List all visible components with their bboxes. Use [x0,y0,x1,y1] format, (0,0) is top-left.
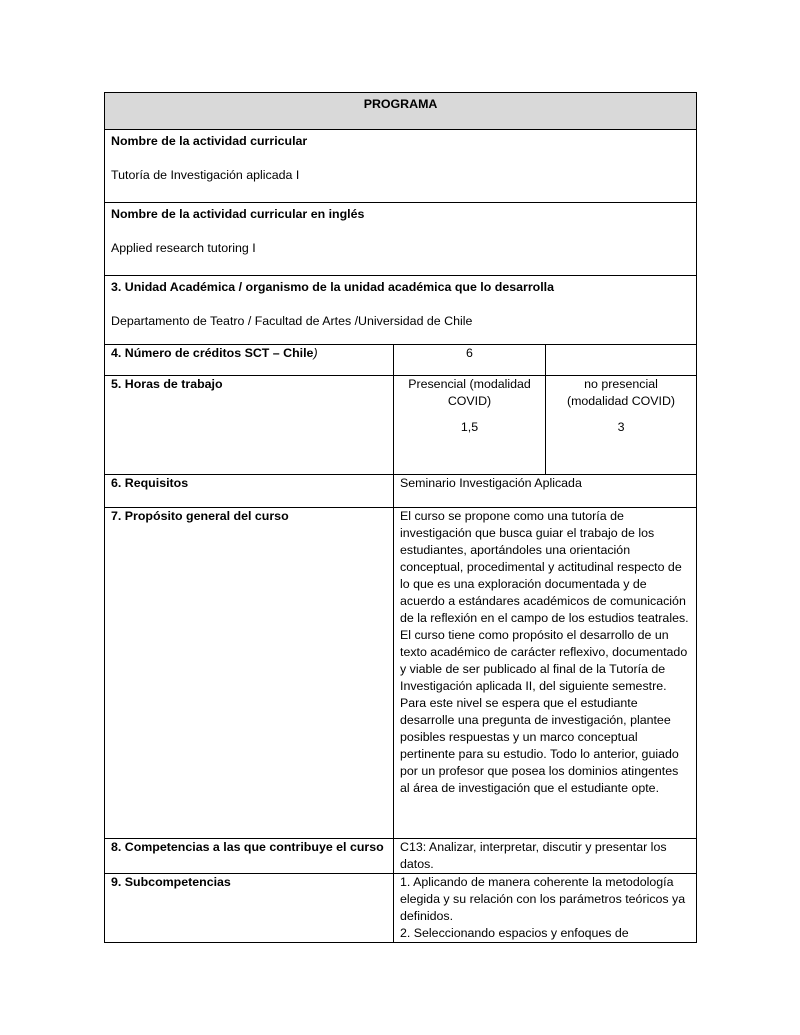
horas-presencial-value: 1,5 [460,420,479,434]
horas-presencial-cell [394,376,546,475]
proposito-value-cell [394,508,697,839]
creditos-label-suffix: ) [313,346,318,360]
competencias-label: 8. Competencias a las que contribuye el curso [105,839,394,874]
subcompetencia-item-2: 2. Seleccionando espacios y enfoques de [400,926,629,940]
horas-no-presencial-label: no presencial (modalidad COVID) [566,377,676,408]
nombre-ingles-label: Nombre de la actividad curricular en inglés [111,207,365,221]
requisitos-value: Seminario Investigación Aplicada [394,475,697,508]
unidad-value: Departamento de Teatro / Facultad de Artes /Universidad de Chile [111,314,473,328]
competencias-value: C13: Analizar, interpretar, discutir y presentar los datos. [394,839,697,874]
horas-no-presencial-value: 3 [617,420,625,434]
unidad-label: 3. Unidad Académica / organismo de la unidad académica que lo desarrolla [111,280,554,294]
requisitos-label: 6. Requisitos [105,475,394,508]
subcompetencia-item-1: 1. Aplicando de manera coherente la metodología elegida y su relación con los parámetros teóricos ya definidos. [400,875,686,923]
section-nombre-ingles [105,203,697,276]
creditos-empty-cell [546,345,697,376]
horas-label: 5. Horas de trabajo [105,376,394,475]
subcompetencias-value-cell [394,874,697,943]
subcompetencias-label: 9. Subcompetencias [105,874,394,943]
nombre-label: Nombre de la actividad curricular [111,134,308,148]
proposito-label: 7. Propósito general del curso [105,508,394,839]
horas-presencial-label: Presencial (modalidad COVID) [408,377,531,408]
program-table [104,92,697,943]
program-header: PROGRAMA [105,93,697,130]
horas-no-presencial-cell [546,376,697,475]
section-nombre [105,130,697,203]
creditos-label: 4. Número de créditos SCT – Chile [111,346,314,360]
nombre-value: Tutoría de Investigación aplicada I [111,168,300,182]
nombre-ingles-value: Applied research tutoring I [111,241,256,255]
creditos-value: 6 [394,345,546,376]
proposito-paragraph-1: El curso se propone como una tutoría de investigación que busca guiar el trabajo de los estudiantes, aportándoles una orientación conceptual, procedimental y actitudinal respecto de lo que es una exploración documentada y de acuerdo a estándares académicos de comunicación de la reflexión en el campo de los estudios teatrales. El curso tiene como propósito el desarrollo de un texto académico de carácter reflexivo, documentado y viable de ser publicado al final de la Tutoría de Investigación aplicada II, del siguiente semestre. [400,509,689,693]
section-unidad [105,276,697,345]
creditos-label-cell [105,345,394,376]
proposito-paragraph-2: Para este nivel se espera que el estudiante desarrolle una pregunta de investigación, plantee posibles respuestas y un marco conceptual pertinente para su estudio. Todo lo anterior, guiado por un profesor que posea los dominios atingentes al área de investigación que el estudiante opte. [400,696,679,795]
